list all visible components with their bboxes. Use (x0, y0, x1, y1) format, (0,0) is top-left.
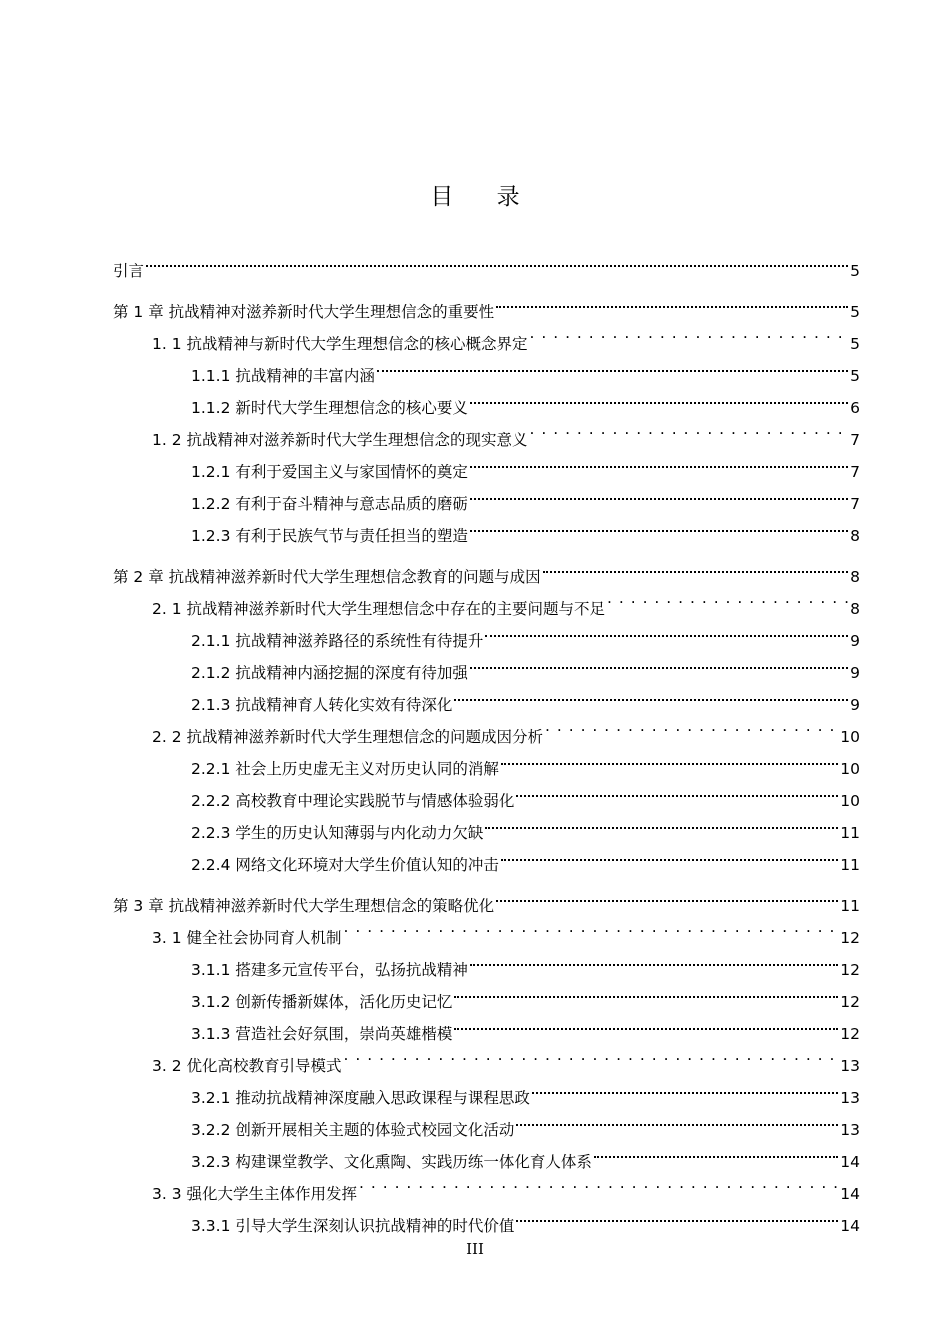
toc-entry-page: 10 (840, 728, 860, 746)
toc-entry-page: 5 (850, 367, 860, 385)
toc-leader-dots (501, 742, 838, 774)
toc-entry-label: 2.1.3 抗战精神育人转化实效有待深化 (191, 696, 453, 714)
toc-entry-page: 13 (840, 1121, 860, 1139)
toc-leader-dots (516, 1103, 838, 1135)
toc-entry-label: 2.2.3 学生的历史认知薄弱与内化动力欠缺 (191, 824, 484, 842)
toc-entry-label: 3. 1 健全社会协同育人机制 (152, 929, 342, 947)
toc-entry-label: 1.1.1 抗战精神的丰富内涵 (191, 367, 375, 385)
toc-entry-page: 8 (850, 527, 860, 545)
toc-entry-label: 第 2 章 抗战精神滋养新时代大学生理想信念教育的问题与成因 (113, 568, 541, 586)
toc-title: 目 录 (430, 184, 538, 210)
toc-leader-dots (543, 550, 848, 582)
toc-entry-page: 8 (850, 600, 860, 618)
toc-entry-label: 2.2.1 社会上历史虚无主义对历史认同的消解 (191, 760, 499, 778)
toc-entry-label: 第 1 章 抗战精神对滋养新时代大学生理想信念的重要性 (113, 303, 495, 321)
toc-entry-page: 8 (850, 568, 860, 586)
toc-leader-dots (545, 710, 838, 742)
toc-leader-dots (516, 774, 838, 806)
toc-entry[interactable] (113, 244, 860, 280)
toc-leader-dots (470, 943, 838, 975)
toc-entry[interactable] (113, 285, 860, 321)
toc-entry-label: 3. 2 优化高校教育引导模式 (152, 1057, 342, 1075)
toc-entry-page: 9 (850, 664, 860, 682)
toc-leader-dots (470, 477, 848, 509)
toc-leader-dots (501, 838, 838, 870)
toc-entry-page: 13 (840, 1089, 860, 1107)
toc-entry-page: 7 (850, 495, 860, 513)
toc-leader-dots (359, 1167, 838, 1199)
toc-leader-dots (530, 413, 848, 445)
toc-leader-dots (454, 975, 838, 1007)
toc-entry-page: 14 (840, 1153, 860, 1171)
toc-entry-label: 3.1.2 创新传播新媒体，活化历史记忆 (191, 993, 453, 1011)
toc-entry-label: 3.2.3 构建课堂教学、文化熏陶、实践历练一体化育人体系 (191, 1153, 592, 1171)
toc-entry-page: 12 (840, 993, 860, 1011)
toc-entry-label: 3.3.1 引导大学生深刻认识抗战精神的时代价值 (191, 1217, 515, 1235)
toc-leader-dots (607, 582, 848, 614)
toc-entry-label: 1. 1 抗战精神与新时代大学生理想信念的核心概念界定 (152, 335, 528, 353)
toc-leader-dots (496, 879, 838, 911)
toc-entry-label: 1.1.2 新时代大学生理想信念的核心要义 (191, 399, 468, 417)
toc-entry-page: 12 (840, 1025, 860, 1043)
toc-entry-page: 7 (850, 463, 860, 481)
toc-entry-page: 10 (840, 792, 860, 810)
toc-leader-dots (532, 1071, 838, 1103)
toc-entry-page: 13 (840, 1057, 860, 1075)
toc-leader-dots (377, 349, 848, 381)
toc-entry-page: 14 (840, 1185, 860, 1203)
toc-entry-page: 5 (850, 262, 860, 280)
toc-entry-page: 5 (850, 303, 860, 321)
toc-entry-label: 1.2.1 有利于爱国主义与家国情怀的奠定 (191, 463, 468, 481)
toc-entry-label: 3.2.2 创新开展相关主题的体验式校园文化活动 (191, 1121, 515, 1139)
table-of-contents (113, 244, 860, 1235)
toc-entry[interactable] (113, 879, 860, 915)
toc-entry-label: 1. 2 抗战精神对滋养新时代大学生理想信念的现实意义 (152, 431, 528, 449)
toc-leader-dots (344, 1039, 839, 1071)
toc-entry-label: 2. 1 抗战精神滋养新时代大学生理想信念中存在的主要问题与不足 (152, 600, 606, 618)
toc-entry-label: 2.2.2 高校教育中理论实践脱节与情感体验弱化 (191, 792, 515, 810)
toc-entry-label: 3.1.3 营造社会好氛围，崇尚英雄楷模 (191, 1025, 453, 1043)
toc-entry-page: 11 (840, 897, 860, 915)
toc-entry-label: 引言 (113, 262, 145, 280)
toc-leader-dots (454, 1007, 838, 1039)
toc-leader-dots (496, 285, 848, 317)
toc-entry-label: 1.2.3 有利于民族气节与责任担当的塑造 (191, 527, 468, 545)
toc-entry-page: 9 (850, 696, 860, 714)
toc-leader-dots (485, 806, 838, 838)
toc-leader-dots (146, 244, 848, 276)
toc-leader-dots (470, 509, 848, 541)
toc-entry-label: 1.2.2 有利于奋斗精神与意志品质的磨砺 (191, 495, 468, 513)
toc-entry-label: 3. 3 强化大学生主体作用发挥 (152, 1185, 358, 1203)
toc-entry-label: 第 3 章 抗战精神滋养新时代大学生理想信念的策略优化 (113, 897, 495, 915)
toc-entry-page: 7 (850, 431, 860, 449)
toc-leader-dots (530, 317, 848, 349)
toc-entry-label: 2.2.4 网络文化环境对大学生价值认知的冲击 (191, 856, 499, 874)
toc-leader-dots (344, 911, 839, 943)
toc-entry-page: 6 (850, 399, 860, 417)
toc-entry-page: 11 (840, 856, 860, 874)
toc-leader-dots (470, 445, 848, 477)
page-number: III (466, 1240, 484, 1258)
toc-leader-dots (454, 678, 848, 710)
toc-entry-page: 14 (840, 1217, 860, 1235)
toc-entry-page: 10 (840, 760, 860, 778)
toc-leader-dots (470, 381, 848, 413)
toc-entry-page: 5 (850, 335, 860, 353)
toc-entry-label: 2.1.2 抗战精神内涵挖掘的深度有待加强 (191, 664, 468, 682)
toc-entry-label: 2.1.1 抗战精神滋养路径的系统性有待提升 (191, 632, 484, 650)
toc-leader-dots (594, 1135, 838, 1167)
toc-leader-dots (516, 1199, 838, 1231)
toc-entry-label: 2. 2 抗战精神滋养新时代大学生理想信念的问题成因分析 (152, 728, 544, 746)
toc-entry-page: 9 (850, 632, 860, 650)
toc-entry-label: 3.1.1 搭建多元宣传平台，弘扬抗战精神 (191, 961, 468, 979)
toc-entry-page: 11 (840, 824, 860, 842)
toc-leader-dots (470, 646, 848, 678)
toc-entry[interactable] (113, 550, 860, 586)
toc-entry-page: 12 (840, 961, 860, 979)
toc-leader-dots (485, 614, 848, 646)
toc-entry-label: 3.2.1 推动抗战精神深度融入思政课程与课程思政 (191, 1089, 530, 1107)
toc-entry-page: 12 (840, 929, 860, 947)
